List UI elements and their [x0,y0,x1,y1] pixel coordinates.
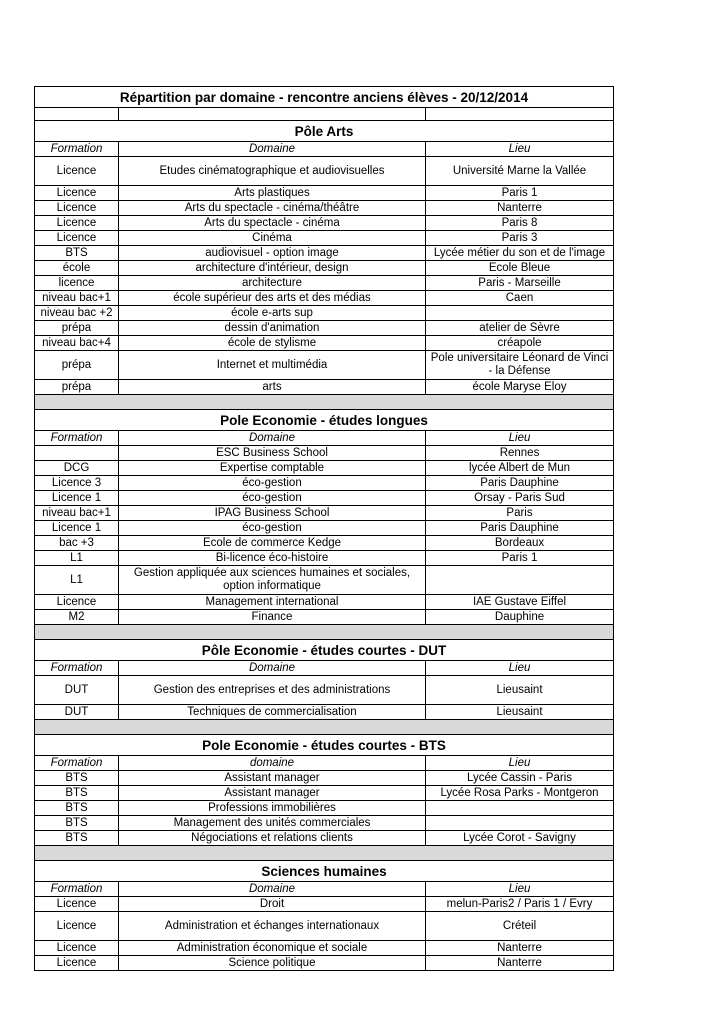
cell-lieu: melun-Paris2 / Paris 1 / Evry [426,897,614,912]
cell-formation: Licence [35,941,119,956]
column-header-lieu: Lieu [426,882,614,897]
title-row [35,87,614,108]
cell-lieu: école Maryse Eloy [426,380,614,395]
column-header-row [35,661,614,676]
cell-domaine: Administration économique et sociale [119,941,426,956]
cell-formation: Licence 3 [35,476,119,491]
cell-formation: prépa [35,351,119,380]
cell-formation: L1 [35,551,119,566]
column-header-row [35,142,614,157]
document-title: Répartition par domaine - rencontre anciens élèves - 20/12/2014 [35,87,614,108]
cell-lieu: Paris 8 [426,216,614,231]
cell-formation: BTS [35,816,119,831]
cell-formation: Licence [35,216,119,231]
section-heading: Sciences humaines [35,861,614,882]
cell-lieu: Nanterre [426,956,614,971]
section-separator [35,395,614,410]
cell-lieu: Paris - Marseille [426,276,614,291]
table-row [35,801,614,816]
table-row [35,595,614,610]
section-separator [35,625,614,640]
table-row [35,705,614,720]
table-row [35,956,614,971]
cell-lieu [426,801,614,816]
table-row [35,201,614,216]
cell-formation: Licence 1 [35,521,119,536]
cell-lieu: Paris Dauphine [426,476,614,491]
cell-formation: Licence [35,956,119,971]
cell-lieu: Dauphine [426,610,614,625]
cell-domaine: Expertise comptable [119,461,426,476]
table-row [35,291,614,306]
cell-lieu: Université Marne la Vallée [426,157,614,186]
cell-lieu: Lieusaint [426,705,614,720]
separator-cell [35,720,614,735]
cell-domaine: Ecole de commerce Kedge [119,536,426,551]
table-row [35,536,614,551]
cell-domaine: ESC Business School [119,446,426,461]
table-row [35,461,614,476]
cell-formation: DCG [35,461,119,476]
table-row [35,380,614,395]
cell-formation: Licence [35,231,119,246]
table-row [35,831,614,846]
section-heading-row [35,640,614,661]
cell-formation: DUT [35,705,119,720]
cell-lieu: Lycée Corot - Savigny [426,831,614,846]
cell-domaine: éco-gestion [119,476,426,491]
cell-lieu: Paris 1 [426,186,614,201]
cell-formation: niveau bac+1 [35,291,119,306]
table-row [35,186,614,201]
cell-formation: niveau bac +2 [35,306,119,321]
cell-lieu [426,306,614,321]
cell-formation: Licence [35,186,119,201]
section-heading-row [35,410,614,431]
table-row [35,246,614,261]
separator-cell [35,625,614,640]
table-row [35,321,614,336]
cell-lieu: atelier de Sèvre [426,321,614,336]
cell-lieu [426,566,614,595]
table-row [35,231,614,246]
cell-formation: BTS [35,246,119,261]
cell-domaine: architecture d'intérieur, design [119,261,426,276]
cell-lieu: Orsay - Paris Sud [426,491,614,506]
cell-formation: Licence [35,897,119,912]
cell-formation: école [35,261,119,276]
cell-formation: BTS [35,786,119,801]
table-row [35,941,614,956]
column-header-formation: Formation [35,431,119,446]
cell-domaine: Professions immobilières [119,801,426,816]
column-header-domaine: Domaine [119,882,426,897]
empty-cell [119,108,426,121]
separator-cell [35,395,614,410]
cell-domaine: Bi-licence éco-histoire [119,551,426,566]
cell-domaine: audiovisuel - option image [119,246,426,261]
table-row [35,491,614,506]
cell-formation: BTS [35,801,119,816]
column-header-formation: Formation [35,142,119,157]
cell-formation: prépa [35,321,119,336]
table-row [35,157,614,186]
cell-lieu: Pole universitaire Léonard de Vinci - la Défense [426,351,614,380]
column-header-row [35,431,614,446]
cell-lieu: Lycée Rosa Parks - Montgeron [426,786,614,801]
column-header-formation: Formation [35,661,119,676]
table-row [35,336,614,351]
cell-domaine: Administration et échanges internationaux [119,912,426,941]
table-row [35,566,614,595]
table-row [35,216,614,231]
column-header-lieu: Lieu [426,142,614,157]
table-row [35,351,614,380]
section-heading: Pôle Economie - études courtes - DUT [35,640,614,661]
cell-lieu: Bordeaux [426,536,614,551]
column-header-domaine: domaine [119,756,426,771]
cell-domaine: Etudes cinématographique et audiovisuelles [119,157,426,186]
cell-domaine: Science politique [119,956,426,971]
column-header-lieu: Lieu [426,661,614,676]
spreadsheet-body [35,87,614,971]
cell-lieu: lycée Albert de Mun [426,461,614,476]
cell-formation: BTS [35,831,119,846]
cell-formation: Licence [35,912,119,941]
cell-lieu: Lycée métier du son et de l'image [426,246,614,261]
cell-lieu: Créteil [426,912,614,941]
table-row [35,261,614,276]
cell-domaine: éco-gestion [119,521,426,536]
table-row [35,306,614,321]
column-header-row [35,882,614,897]
table-row [35,506,614,521]
cell-lieu: Nanterre [426,201,614,216]
column-header-row [35,756,614,771]
cell-domaine: Techniques de commercialisation [119,705,426,720]
cell-domaine: Assistant manager [119,771,426,786]
cell-lieu: Paris 1 [426,551,614,566]
section-heading-row [35,121,614,142]
cell-lieu: Rennes [426,446,614,461]
cell-formation: BTS [35,771,119,786]
cell-domaine: école de stylisme [119,336,426,351]
section-heading: Pole Economie - études courtes - BTS [35,735,614,756]
section-heading: Pôle Arts [35,121,614,142]
empty-cell [426,108,614,121]
cell-domaine: Management international [119,595,426,610]
cell-domaine: Arts du spectacle - cinéma/théâtre [119,201,426,216]
section-heading-row [35,861,614,882]
cell-domaine: arts [119,380,426,395]
cell-lieu [426,816,614,831]
section-heading-row [35,735,614,756]
cell-formation: Licence [35,595,119,610]
cell-domaine: architecture [119,276,426,291]
table-row [35,476,614,491]
spreadsheet-table [34,86,614,971]
table-row [35,521,614,536]
table-row [35,816,614,831]
cell-domaine: Gestion appliquée aux sciences humaines et sociales, option informatique [119,566,426,595]
section-heading: Pole Economie - études longues [35,410,614,431]
table-row [35,610,614,625]
separator-cell [35,846,614,861]
cell-lieu: Ecole Bleue [426,261,614,276]
table-row [35,786,614,801]
table-row [35,897,614,912]
column-header-domaine: Domaine [119,661,426,676]
cell-formation: Licence [35,201,119,216]
cell-formation: M2 [35,610,119,625]
cell-lieu: IAE Gustave Eiffel [426,595,614,610]
cell-formation: L1 [35,566,119,595]
column-header-lieu: Lieu [426,756,614,771]
cell-domaine: Droit [119,897,426,912]
blank-row [35,108,614,121]
cell-lieu: Paris Dauphine [426,521,614,536]
column-header-formation: Formation [35,756,119,771]
empty-cell [35,108,119,121]
cell-formation: Licence 1 [35,491,119,506]
cell-domaine: école supérieur des arts et des médias [119,291,426,306]
cell-domaine: éco-gestion [119,491,426,506]
cell-domaine: Assistant manager [119,786,426,801]
cell-formation: Licence [35,157,119,186]
cell-domaine: IPAG Business School [119,506,426,521]
cell-formation: prépa [35,380,119,395]
table-row [35,551,614,566]
table-row [35,276,614,291]
cell-domaine: Gestion des entreprises et des administrations [119,676,426,705]
cell-formation: licence [35,276,119,291]
cell-domaine: Finance [119,610,426,625]
cell-lieu: créapole [426,336,614,351]
section-separator [35,720,614,735]
cell-lieu: Lieusaint [426,676,614,705]
cell-domaine: Management des unités commerciales [119,816,426,831]
cell-lieu: Nanterre [426,941,614,956]
cell-lieu: Paris [426,506,614,521]
table-row [35,676,614,705]
cell-domaine: Arts plastiques [119,186,426,201]
cell-formation: bac +3 [35,536,119,551]
cell-formation [35,446,119,461]
section-separator [35,846,614,861]
cell-domaine: dessin d'animation [119,321,426,336]
cell-lieu: Paris 3 [426,231,614,246]
column-header-domaine: Domaine [119,431,426,446]
column-header-lieu: Lieu [426,431,614,446]
column-header-domaine: Domaine [119,142,426,157]
table-row [35,912,614,941]
cell-lieu: Caen [426,291,614,306]
cell-domaine: Négociations et relations clients [119,831,426,846]
cell-domaine: Arts du spectacle - cinéma [119,216,426,231]
cell-lieu: Lycée Cassin - Paris [426,771,614,786]
cell-formation: DUT [35,676,119,705]
table-row [35,771,614,786]
cell-domaine: école e-arts sup [119,306,426,321]
table-row [35,446,614,461]
cell-domaine: Internet et multimédia [119,351,426,380]
cell-formation: niveau bac+4 [35,336,119,351]
cell-domaine: Cinéma [119,231,426,246]
column-header-formation: Formation [35,882,119,897]
cell-formation: niveau bac+1 [35,506,119,521]
